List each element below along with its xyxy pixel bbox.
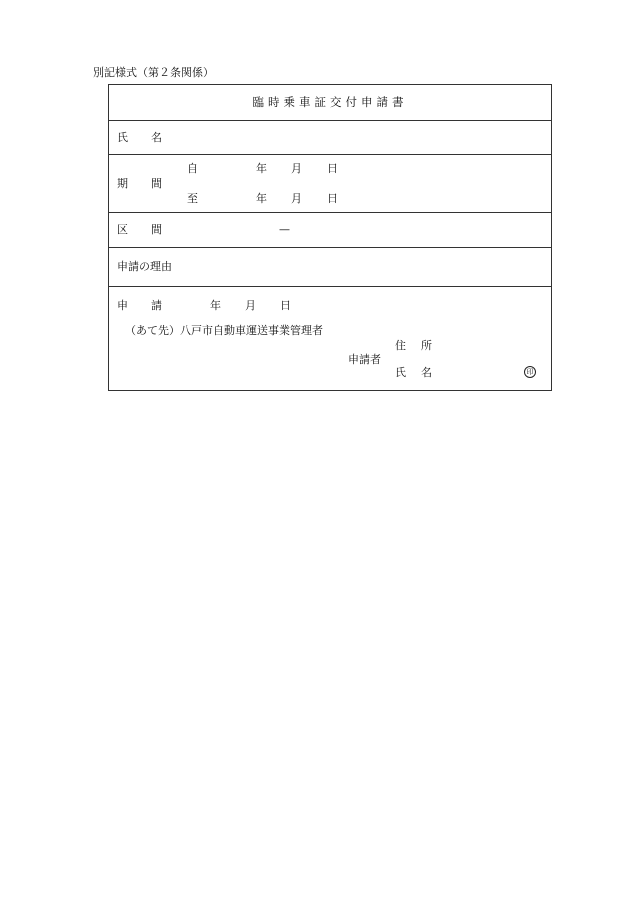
section-dash: — [279, 223, 290, 236]
reason-row[interactable] [109, 247, 551, 287]
name-label-2: 名 [151, 131, 162, 144]
period-to-label: 至 [187, 192, 198, 205]
application-label-2: 請 [151, 299, 162, 312]
seal-icon: 印 [524, 366, 536, 378]
name-label-1: 氏 [117, 131, 128, 144]
name-row[interactable] [109, 120, 551, 155]
period-label-1: 期 [117, 177, 128, 190]
applicant-label: 申請者 [348, 353, 381, 366]
period-from-year: 年 [256, 162, 267, 175]
address-label-1: 住 [395, 339, 406, 352]
application-form [108, 84, 552, 391]
application-year: 年 [210, 299, 221, 312]
address-label-2: 所 [421, 339, 432, 352]
period-to-year: 年 [256, 192, 267, 205]
application-day: 日 [280, 299, 291, 312]
applicant-name-label-2: 名 [421, 366, 432, 379]
period-from-day: 日 [327, 162, 338, 175]
period-to-month: 月 [291, 192, 302, 205]
reason-label: 申請の理由 [117, 260, 172, 273]
period-to-day: 日 [327, 192, 338, 205]
section-label-1: 区 [117, 223, 128, 236]
applicant-name-label-1: 氏 [395, 366, 406, 379]
period-from-label: 自 [187, 162, 198, 175]
period-row[interactable] [109, 154, 551, 213]
application-section [109, 286, 551, 391]
form-caption: 別記様式（第２条関係） [93, 66, 214, 79]
period-from-month: 月 [291, 162, 302, 175]
application-month: 月 [245, 299, 256, 312]
addressee: （あて先）八戸市自動車運送事業管理者 [125, 324, 323, 337]
form-title: 臨時乗車証交付申請書 [252, 95, 408, 109]
period-label-2: 間 [151, 177, 162, 190]
application-label-1: 申 [117, 299, 128, 312]
section-row[interactable] [109, 212, 551, 248]
title-row [109, 85, 551, 121]
section-label-2: 間 [151, 223, 162, 236]
